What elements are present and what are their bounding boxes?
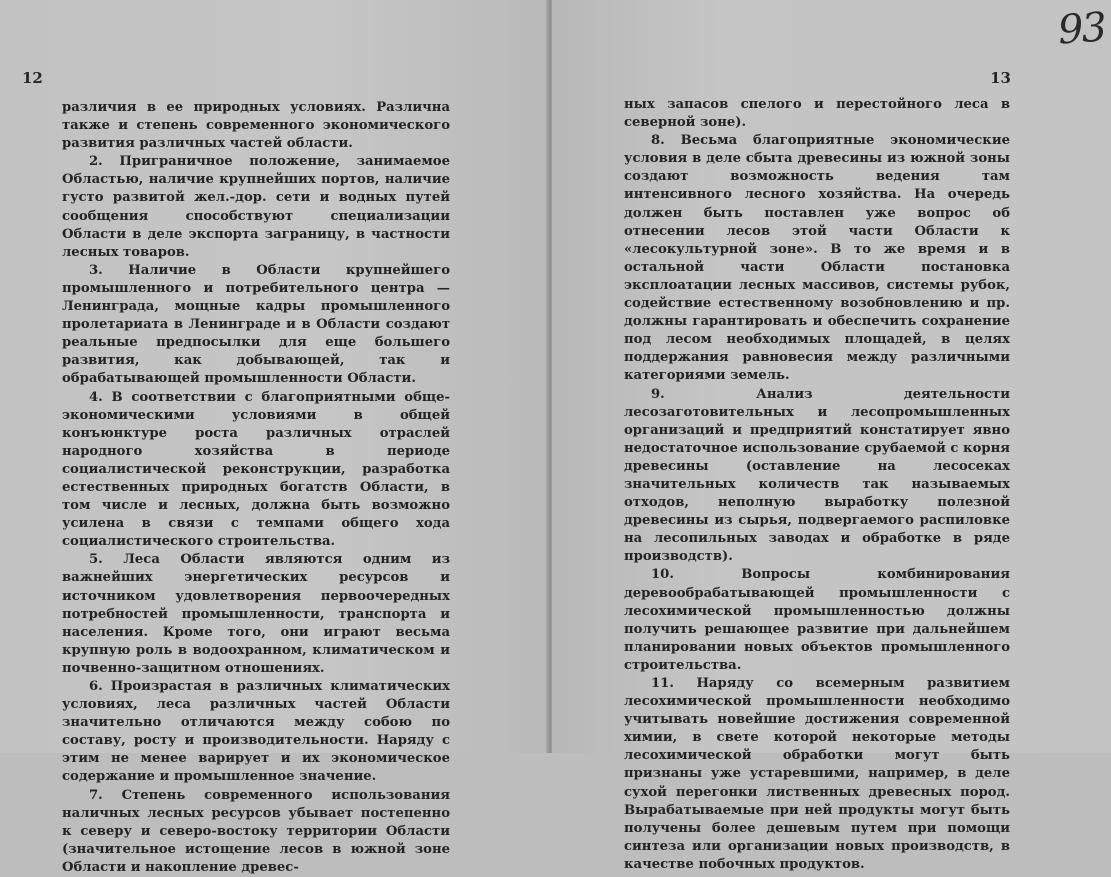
paragraph: 6. Произрастая в различных климатических условиях, леса различных частей Области значительно отличаются между собою по составу, росту и производительности. Наряду с этим не менее варирует и их экономическое содержание и промышленное значение. [62,679,450,785]
paragraph: 11. Наряду со всемерным развитием лесохимической промышленности необходимо учитывать новейшие достижения современной химии, в свете которой некоторые методы лесохимической обработки могут быть признаны уже устаревшими, например, в деле сухой перегонки лиственных древесных пород. Вырабатываемые при ней продукты могут быть получены более дешевым путем при помощи синтеза или организации новых производств, в качестве побочных продуктов. [624,676,1010,872]
paragraph: 8. Весьма благоприятные экономические условия в деле сбыта древесины из южной зоны создают возможность ведения там интенсивного лесного хозяйства. На очередь должен быть поставлен уже вопрос об отнесении лесов этой части Области к «лесокультурной зоне». В то же время и в остальной части Области постановка эксплоатации лесных массивов, системы рубок, содействие естественному возобновлению и пр. должны гарантировать и обеспечить сохранение под лесом необходимых площадей, в целях поддержания равновесия между различными категориями земель. [624,133,1010,384]
left-page-number: 12 [22,69,43,87]
right-page-number: 13 [990,69,1011,87]
right-page [552,0,1111,872]
paragraph: 5. Леса Области являются одним из важнейших энергетических ресурсов и источником удовлетворения первоочередных потребностей промышленности, транспорта и населения. Кроме того, они играют весьма крупную роль в водоохранном, климатическом и почвенно-защитном отношениях. [62,552,450,676]
handwritten-folio-number: 93 [1056,4,1107,54]
left-page-text [62,99,450,877]
paragraph: 10. Вопросы комбинирования деревообрабатывающей промышленности с лесохимической промышленностью должны получить решающее развитие при дальнейшем планировании новых объектов промышленного строительства. [624,567,1010,673]
right-page-text [624,96,1010,874]
paragraph: 4. В соответствии с благоприятными обще-экономическими условиями в общей конъюнктуре роста различных отраслей народного хозяйства в периоде социалистической реконструкции, разработка естественных природных богатств Области, в том числе и лесных, должна быть возможно усилена в связи с темпами общего хода социалистического строительства. [62,389,450,550]
paragraph: ных запасов спелого и перестойного леса в северной зоне). [624,97,1010,131]
left-page [0,0,548,875]
paragraph: 9. Анализ деятельности лесозаготовительных и лесопромышленных организаций и предприятий констатирует явно недостаточное использование срубаемой с корня древесины (оставление на лесосеках значительных количеств так называемых отходов, неполную выработку полезной древесины из сырья, подвергаемого распиловке на лесопильных заводах и обработке в ряде производств). [624,386,1010,565]
paragraph: различия в ее природных условиях. Различна также и степень современного экономического развития различных частей области. [62,100,450,152]
paragraph: 7. Степень современного использования наличных лесных ресурсов убывает постепенно к северу и северо-востоку территории Области (значительное истощение лесов в южной зоне Области и накопление древес- [62,787,450,875]
paragraph: 3. Наличие в Области крупнейшего промышленного и потребительного центра — Ленинграда, мощные кадры промышленного пролетариата в Ленинграде и в Области создают реальные предпосылки для еще большего развития, как добывающей, так и обрабатывающей промышленности Области. [62,262,450,387]
paragraph: 2. Приграничное положение, занимаемое Областью, наличие крупнейших портов, наличие густо развитой жел.-дор. сети и водных путей сообщения способствуют специализации Области в деле экспорта заграницу, в частности лесных товаров. [62,154,450,260]
